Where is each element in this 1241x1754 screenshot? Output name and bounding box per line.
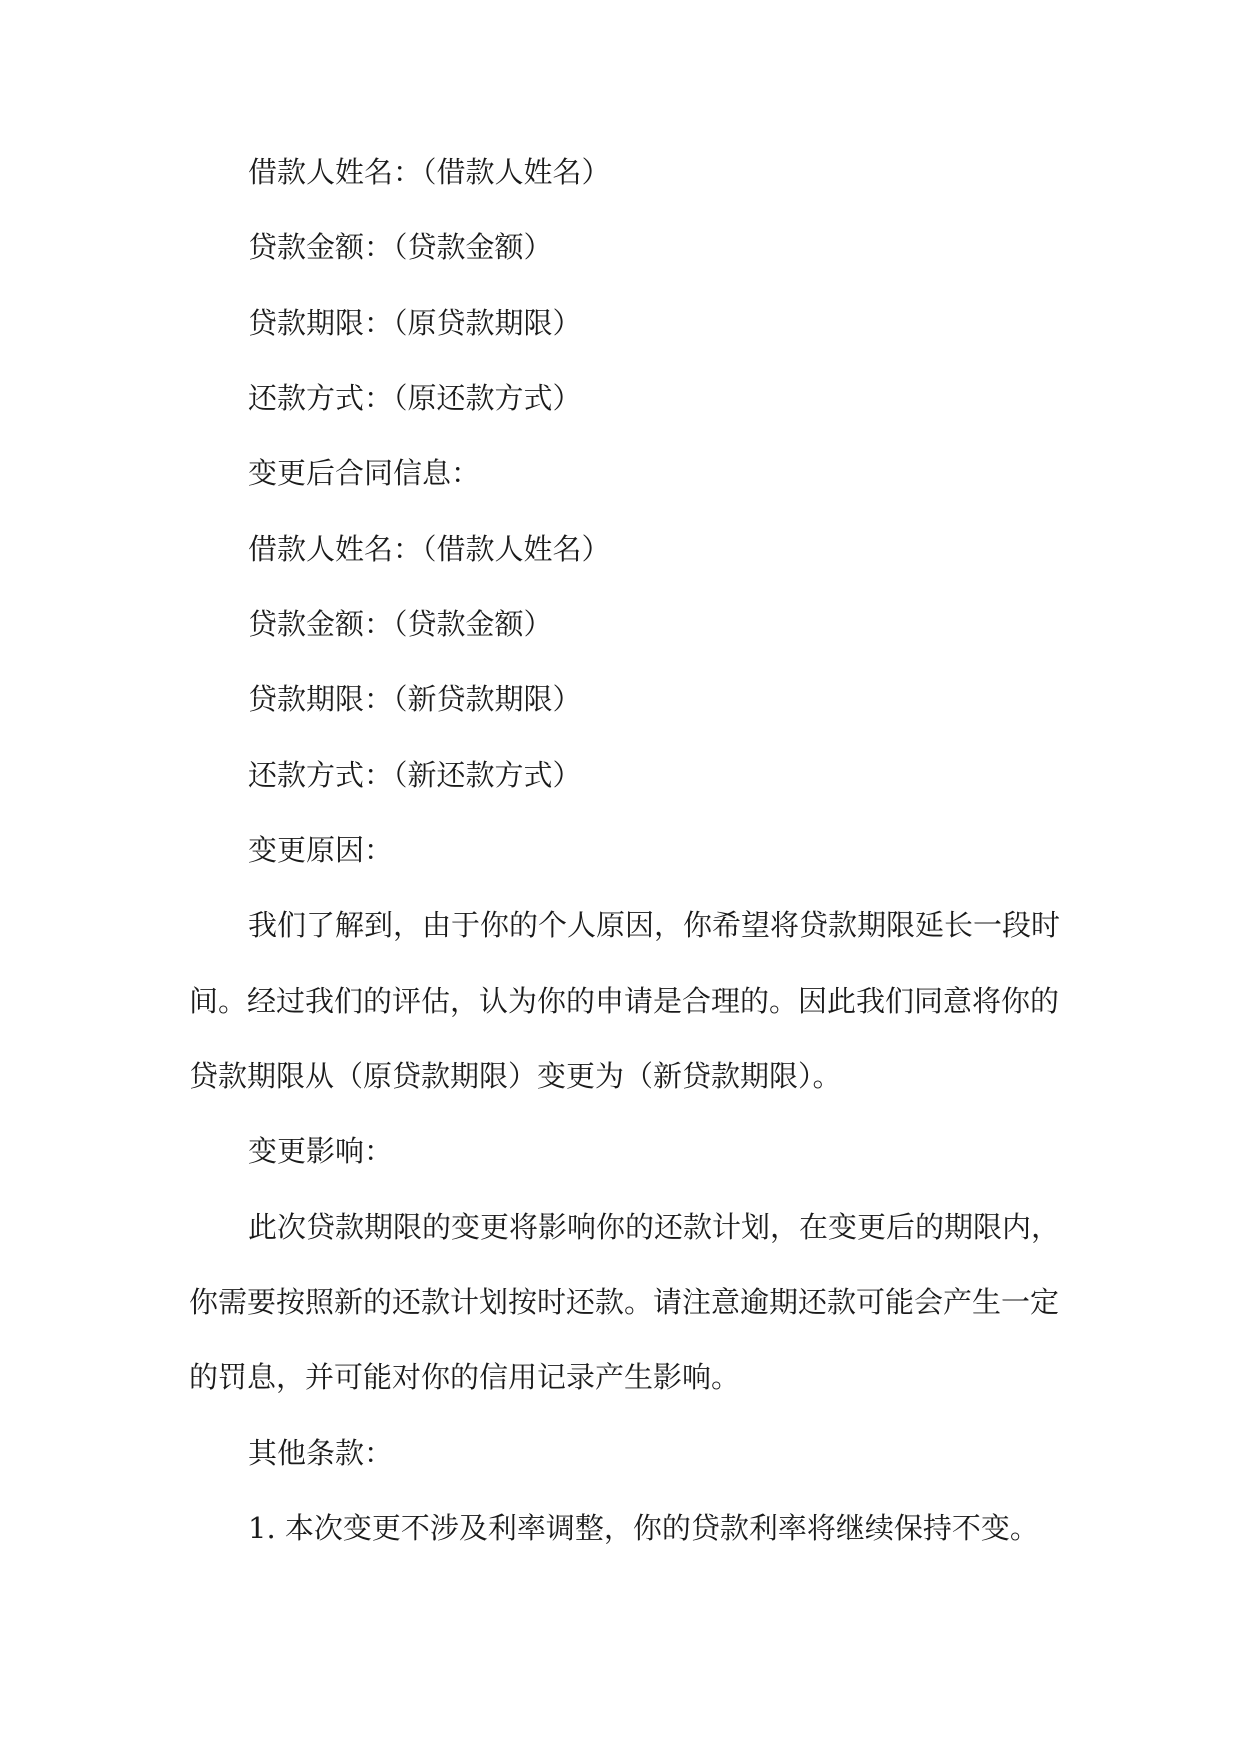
original-borrower-name: 借款人姓名：（借款人姓名） — [248, 155, 611, 189]
changed-contract-heading: 变更后合同信息： — [248, 456, 481, 490]
other-terms-item-1: 1. 本次变更不涉及利率调整，你的贷款利率将继续保持不变。 — [248, 1511, 1039, 1545]
change-reason-line-2: 间。经过我们的评估，认为你的申请是合理的。因此我们同意将你的 — [189, 984, 1060, 1018]
changed-repayment-method: 还款方式：（新还款方式） — [248, 758, 582, 792]
changed-loan-term: 贷款期限：（新贷款期限） — [248, 682, 582, 716]
change-impact-line-1: 此次贷款期限的变更将影响你的还款计划，在变更后的期限内， — [248, 1210, 1061, 1244]
changed-loan-amount: 贷款金额：（贷款金额） — [248, 607, 553, 641]
change-reason-line-1: 我们了解到，由于你的个人原因，你希望将贷款期限延长一段时 — [248, 908, 1061, 942]
original-loan-amount: 贷款金额：（贷款金额） — [248, 230, 553, 264]
other-terms-heading: 其他条款： — [248, 1436, 394, 1470]
change-impact-line-3: 的罚息，并可能对你的信用记录产生影响。 — [189, 1360, 741, 1394]
original-repayment-method: 还款方式：（原还款方式） — [248, 381, 582, 415]
change-reason-line-3: 贷款期限从（原贷款期限）变更为（新贷款期限）。 — [189, 1059, 842, 1093]
changed-borrower-name: 借款人姓名：（借款人姓名） — [248, 532, 611, 566]
change-impact-heading: 变更影响： — [248, 1134, 394, 1168]
change-reason-heading: 变更原因： — [248, 833, 394, 867]
original-loan-term: 贷款期限：（原贷款期限） — [248, 306, 582, 340]
change-impact-line-2: 你需要按照新的还款计划按时还款。请注意逾期还款可能会产生一定 — [189, 1285, 1060, 1319]
